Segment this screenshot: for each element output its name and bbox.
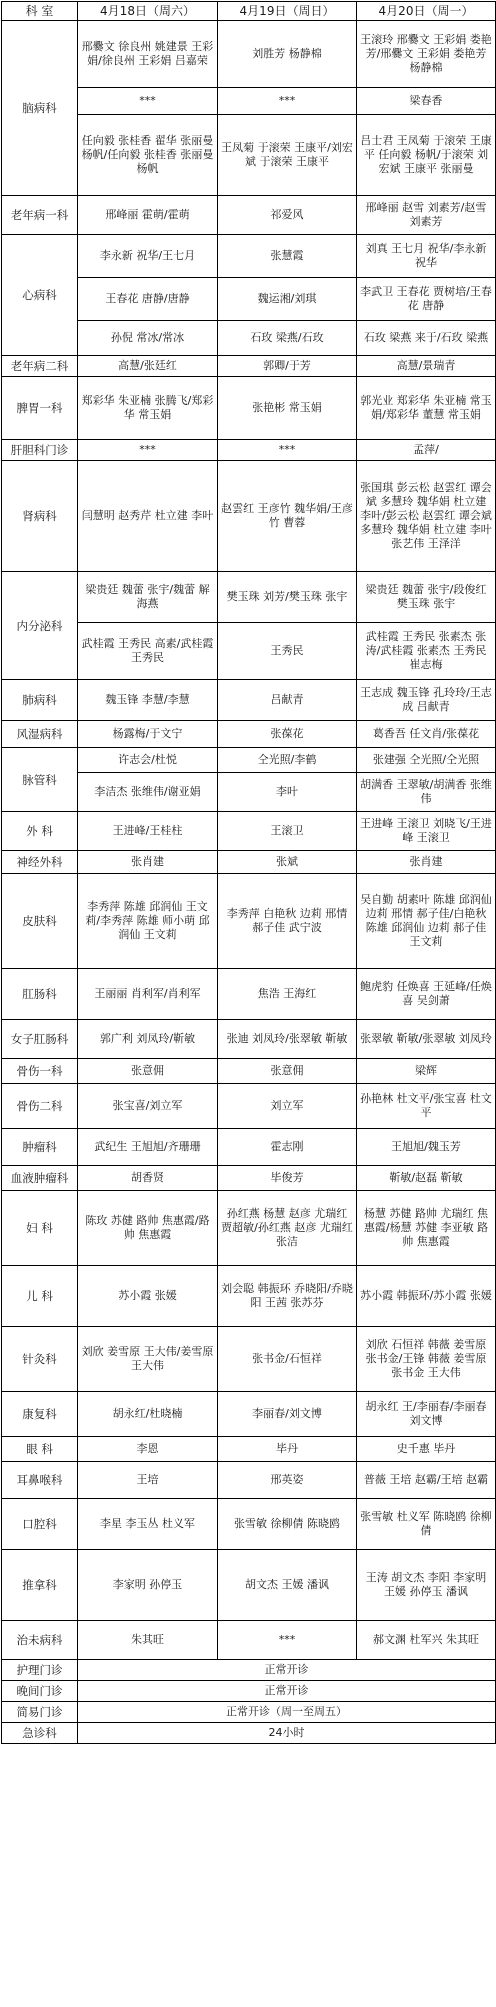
schedule-body [2, 21, 496, 1744]
table-row [2, 235, 496, 278]
cell: 靳敏/赵磊 靳敏 [357, 1166, 496, 1191]
dept-name: 女子肛肠科 [2, 1020, 78, 1059]
cell: 李家明 孙停玉 [78, 1550, 218, 1621]
cell: 苏小霞 韩振环/苏小霞 张媛 [357, 1266, 496, 1327]
dept-name: 治未病科 [2, 1621, 78, 1660]
cell: 刘立军 [218, 1084, 357, 1129]
table-row [2, 1266, 496, 1327]
table-row [2, 1462, 496, 1499]
table-row [2, 461, 496, 572]
header-row [2, 2, 496, 21]
cell: 石玫 梁燕/石玫 [218, 321, 357, 356]
dept-name: 风湿病科 [2, 721, 78, 748]
cell: 孙红燕 杨慧 赵彦 尤瑞红 贾超敏/孙红燕 赵彦 尤瑞红 张洁 [218, 1191, 357, 1266]
full-cell: 正常开诊 [78, 1681, 496, 1702]
cell: 杨慧 苏健 路帅 尤瑞红 焦惠霞/杨慧 苏健 李亚敏 路帅 焦惠霞 [357, 1191, 496, 1266]
cell: 王志成 魏玉锋 孔玲玲/王志成 吕献青 [357, 680, 496, 721]
table-row [2, 1660, 496, 1681]
table-row [2, 1723, 496, 1744]
cell: 胡文杰 王媛 潘讽 [218, 1550, 357, 1621]
dept-name: 康复科 [2, 1392, 78, 1437]
cell: 张斌 [218, 851, 357, 874]
cell: 郭广利 刘凤玲/靳敏 [78, 1020, 218, 1059]
cell: 郭卿/于芳 [218, 356, 357, 377]
table-row [2, 377, 496, 440]
dept-name: 血液肿瘤科 [2, 1166, 78, 1191]
table-row [2, 748, 496, 773]
cell: 鲍虎豹 任焕喜 王延峰/任焕喜 吴剑萧 [357, 969, 496, 1020]
dept-name: 肿瘤科 [2, 1129, 78, 1166]
dept-name: 骨伤二科 [2, 1084, 78, 1129]
cell: 武桂霞 王秀民 张素杰 张涛/武桂霞 张素杰 王秀民 崔志梅 [357, 623, 496, 680]
cell: 刘胜芳 杨静棉 [218, 21, 357, 88]
table-row [2, 440, 496, 461]
cell: 孟萍/ [357, 440, 496, 461]
dept-name: 肝胆科门诊 [2, 440, 78, 461]
dept-name: 眼 科 [2, 1437, 78, 1462]
cell: *** [218, 1621, 357, 1660]
cell: 毕丹 [218, 1437, 357, 1462]
cell: 祁爱风 [218, 196, 357, 235]
table-row [2, 1191, 496, 1266]
cell: 邢峰丽 霍萌/霍萌 [78, 196, 218, 235]
full-cell: 正常开诊（周一至周五） [78, 1702, 496, 1723]
cell: 闫慧明 赵秀芹 杜立建 李叶 [78, 461, 218, 572]
cell: 霍志刚 [218, 1129, 357, 1166]
table-row [2, 1550, 496, 1621]
cell: 邢英姿 [218, 1462, 357, 1499]
cell: 梁贵廷 魏蕾 张宇/魏蕾 解海燕 [78, 572, 218, 623]
cell: 赵雲红 王彦竹 魏华娟/王彦竹 曹蓉 [218, 461, 357, 572]
cell: 张艳彬 常玉娟 [218, 377, 357, 440]
cell: 郭光业 郑彩华 朱亚楠 常玉娟/郑彩华 董慧 常玉娟 [357, 377, 496, 440]
dept-name: 皮肤科 [2, 874, 78, 969]
cell: 梁春香 [357, 88, 496, 115]
cell: 张慧霞 [218, 235, 357, 278]
cell: 普薇 王培 赵霸/王培 赵霸 [357, 1462, 496, 1499]
dept-name: 脑病科 [2, 21, 78, 196]
header-date-0418: 4月18日（周六） [78, 2, 218, 21]
dept-name: 急诊科 [2, 1723, 78, 1744]
cell: 李秀萍 白艳秋 边莉 邢情 郝子佳 武宁波 [218, 874, 357, 969]
table-row [2, 572, 496, 623]
schedule-table [1, 1, 496, 1744]
cell: 朱其旺 [78, 1621, 218, 1660]
cell: 张肖建 [78, 851, 218, 874]
cell: 邢爨文 徐良州 姚建景 王彩娟/徐良州 王彩娟 吕嘉荣 [78, 21, 218, 88]
table-row [2, 1499, 496, 1550]
cell: 史千惠 毕丹 [357, 1437, 496, 1462]
table-row [2, 1327, 496, 1392]
cell: 吴自勤 胡素叶 陈雄 邱润仙 边莉 邢情 郝子佳/白艳秋 陈雄 邱润仙 边莉 郝子佳 王文莉 [357, 874, 496, 969]
cell: 许志会/杜悦 [78, 748, 218, 773]
cell: 郝文渊 杜军兴 朱其旺 [357, 1621, 496, 1660]
cell: 张雪敏 徐柳倩 陈晓鸥 [218, 1499, 357, 1550]
cell: 张建强 仝光照/仝光照 [357, 748, 496, 773]
cell: 王丽丽 肖利军/肖利军 [78, 969, 218, 1020]
cell: 张国琪 彭云松 赵雲红 谭会斌 多慧玲 魏华娟 杜立建 李叶/彭云松 赵雲红 谭会斌 多慧玲 魏华娟 杜立建 李叶 张艺伟 王泽洋 [357, 461, 496, 572]
cell: 魏运湘/刘琪 [218, 278, 357, 321]
dept-name: 晚间门诊 [2, 1681, 78, 1702]
cell: 胡满香 王翠敏/胡满香 张维伟 [357, 773, 496, 812]
cell: 李丽春/刘文博 [218, 1392, 357, 1437]
dept-name: 肾病科 [2, 461, 78, 572]
cell: 吕献青 [218, 680, 357, 721]
dept-name: 妇 科 [2, 1191, 78, 1266]
cell: 葛香吾 任文肖/张葆花 [357, 721, 496, 748]
table-row [2, 1166, 496, 1191]
cell: 王涛 胡文杰 李阳 李家明 王媛 孙停玉 潘讽 [357, 1550, 496, 1621]
dept-name: 耳鼻喉科 [2, 1462, 78, 1499]
cell: 王滚卫 [218, 812, 357, 851]
cell: 王滚玲 邢爨文 王彩娟 娄艳芳/邢爨文 王彩娟 娄艳芳 杨静棉 [357, 21, 496, 88]
cell: 王秀民 [218, 623, 357, 680]
cell: 胡永红/杜晓楠 [78, 1392, 218, 1437]
cell: 武纪生 王旭旭/齐珊珊 [78, 1129, 218, 1166]
cell: 石玫 梁燕 来于/石玫 梁燕 [357, 321, 496, 356]
cell: 仝光照/李鹤 [218, 748, 357, 773]
table-row [2, 1059, 496, 1084]
cell: 张葆花 [218, 721, 357, 748]
cell: 张意佣 [78, 1059, 218, 1084]
table-row [2, 356, 496, 377]
cell: 苏小霞 张媛 [78, 1266, 218, 1327]
dept-name: 肛肠科 [2, 969, 78, 1020]
cell: 王进峰/王桂柱 [78, 812, 218, 851]
cell: 刘欣 石恒祥 韩薇 姜雪原 张书金/王锋 韩薇 姜雪原 张书金 王大伟 [357, 1327, 496, 1392]
cell: 孙艳林 杜文平/张宝喜 杜文平 [357, 1084, 496, 1129]
table-row [2, 1129, 496, 1166]
cell: 李星 李玉丛 杜义军 [78, 1499, 218, 1550]
cell: 任向毅 张桂香 翟华 张丽曼 杨帆/任向毅 张桂香 张丽曼 杨帆 [78, 115, 218, 196]
cell: 张书金/石恒祥 [218, 1327, 357, 1392]
cell: 王春花 唐静/唐静 [78, 278, 218, 321]
cell: 梁辉 [357, 1059, 496, 1084]
cell: 高慧/景瑞青 [357, 356, 496, 377]
table-row [2, 812, 496, 851]
dept-name: 脉管科 [2, 748, 78, 812]
cell: 孙倪 常冰/常冰 [78, 321, 218, 356]
table-row [2, 21, 496, 88]
dept-name: 简易门诊 [2, 1702, 78, 1723]
cell: 刘真 王七月 祝华/李永新 祝华 [357, 235, 496, 278]
cell: 张宝喜/刘立军 [78, 1084, 218, 1129]
cell: 焦浩 王海红 [218, 969, 357, 1020]
cell: 武桂霞 王秀民 高素/武桂霞 王秀民 [78, 623, 218, 680]
table-row [2, 851, 496, 874]
table-row [2, 1392, 496, 1437]
cell: 李恩 [78, 1437, 218, 1462]
cell: 张肖建 [357, 851, 496, 874]
table-row [2, 969, 496, 1020]
cell: 梁贵廷 魏蕾 张宇/段俊红 樊玉珠 张宇 [357, 572, 496, 623]
header-dept: 科 室 [2, 2, 78, 21]
dept-name: 老年病二科 [2, 356, 78, 377]
cell: 李秀萍 陈雄 邱润仙 王文莉/李秀萍 陈雄 师小萌 邱润仙 王文莉 [78, 874, 218, 969]
cell: 高慧/张廷红 [78, 356, 218, 377]
header-date-0419: 4月19日（周日） [218, 2, 357, 21]
cell: 李洁杰 张维伟/谢亚娟 [78, 773, 218, 812]
dept-name: 护理门诊 [2, 1660, 78, 1681]
cell: *** [78, 440, 218, 461]
table-row [2, 1084, 496, 1129]
cell: 杨露梅/于文宁 [78, 721, 218, 748]
full-cell: 正常开诊 [78, 1660, 496, 1681]
cell: 胡永红 王/李丽春/李丽春 刘文博 [357, 1392, 496, 1437]
dept-name: 针灸科 [2, 1327, 78, 1392]
cell: 陈玫 苏健 路帅 焦惠霞/路帅 焦惠霞 [78, 1191, 218, 1266]
table-row [2, 1020, 496, 1059]
cell: 张翠敏 靳敏/张翠敏 刘凤玲 [357, 1020, 496, 1059]
dept-name: 外 科 [2, 812, 78, 851]
dept-name: 口腔科 [2, 1499, 78, 1550]
table-row [2, 1437, 496, 1462]
cell: 魏玉锋 李慧/李慧 [78, 680, 218, 721]
table-row [2, 1702, 496, 1723]
dept-name: 老年病一科 [2, 196, 78, 235]
header-date-0420: 4月20日（周一） [357, 2, 496, 21]
table-row [2, 874, 496, 969]
cell: 王进峰 王滚卫 刘晓飞/王进峰 王滚卫 [357, 812, 496, 851]
dept-name: 骨伤一科 [2, 1059, 78, 1084]
cell: 刘欣 姜雪原 王大伟/姜雪原 王大伟 [78, 1327, 218, 1392]
cell: 李永新 祝华/王七月 [78, 235, 218, 278]
cell: 张迪 刘凤玲/张翠敏 靳敏 [218, 1020, 357, 1059]
cell: 樊玉珠 刘芳/樊玉珠 张宇 [218, 572, 357, 623]
cell: 张雪敏 杜义军 陈晓鸥 徐柳倩 [357, 1499, 496, 1550]
cell: 胡香贤 [78, 1166, 218, 1191]
dept-name: 肺病科 [2, 680, 78, 721]
table-row [2, 680, 496, 721]
cell: *** [218, 440, 357, 461]
cell: 刘会聪 韩振环 乔晓阳/乔晓阳 王茜 张苏芬 [218, 1266, 357, 1327]
dept-name: 推拿科 [2, 1550, 78, 1621]
dept-name: 心病科 [2, 235, 78, 356]
cell: 邢峰丽 赵雪 刘素芳/赵雪 刘素芳 [357, 196, 496, 235]
cell: 王旭旭/魏玉芳 [357, 1129, 496, 1166]
table-row [2, 721, 496, 748]
cell: 毕俊芳 [218, 1166, 357, 1191]
table-row [2, 1621, 496, 1660]
table-row [2, 196, 496, 235]
dept-name: 脾胃一科 [2, 377, 78, 440]
cell: 王培 [78, 1462, 218, 1499]
cell: 吕士君 王凤菊 于滚荣 王康平 任向毅 杨帆/于滚荣 刘宏斌 王康平 张丽曼 [357, 115, 496, 196]
dept-name: 神经外科 [2, 851, 78, 874]
dept-name: 儿 科 [2, 1266, 78, 1327]
dept-name: 内分泌科 [2, 572, 78, 680]
cell: 郑彩华 朱亚楠 张腾飞/郑彩华 常玉娟 [78, 377, 218, 440]
cell: 张意佣 [218, 1059, 357, 1084]
cell: 李叶 [218, 773, 357, 812]
cell: *** [78, 88, 218, 115]
full-cell: 24小时 [78, 1723, 496, 1744]
cell: *** [218, 88, 357, 115]
table-row [2, 1681, 496, 1702]
cell: 李武卫 王春花 贾树培/王春花 唐静 [357, 278, 496, 321]
cell: 王凤菊 于滚荣 王康平/刘宏斌 于滚荣 王康平 [218, 115, 357, 196]
